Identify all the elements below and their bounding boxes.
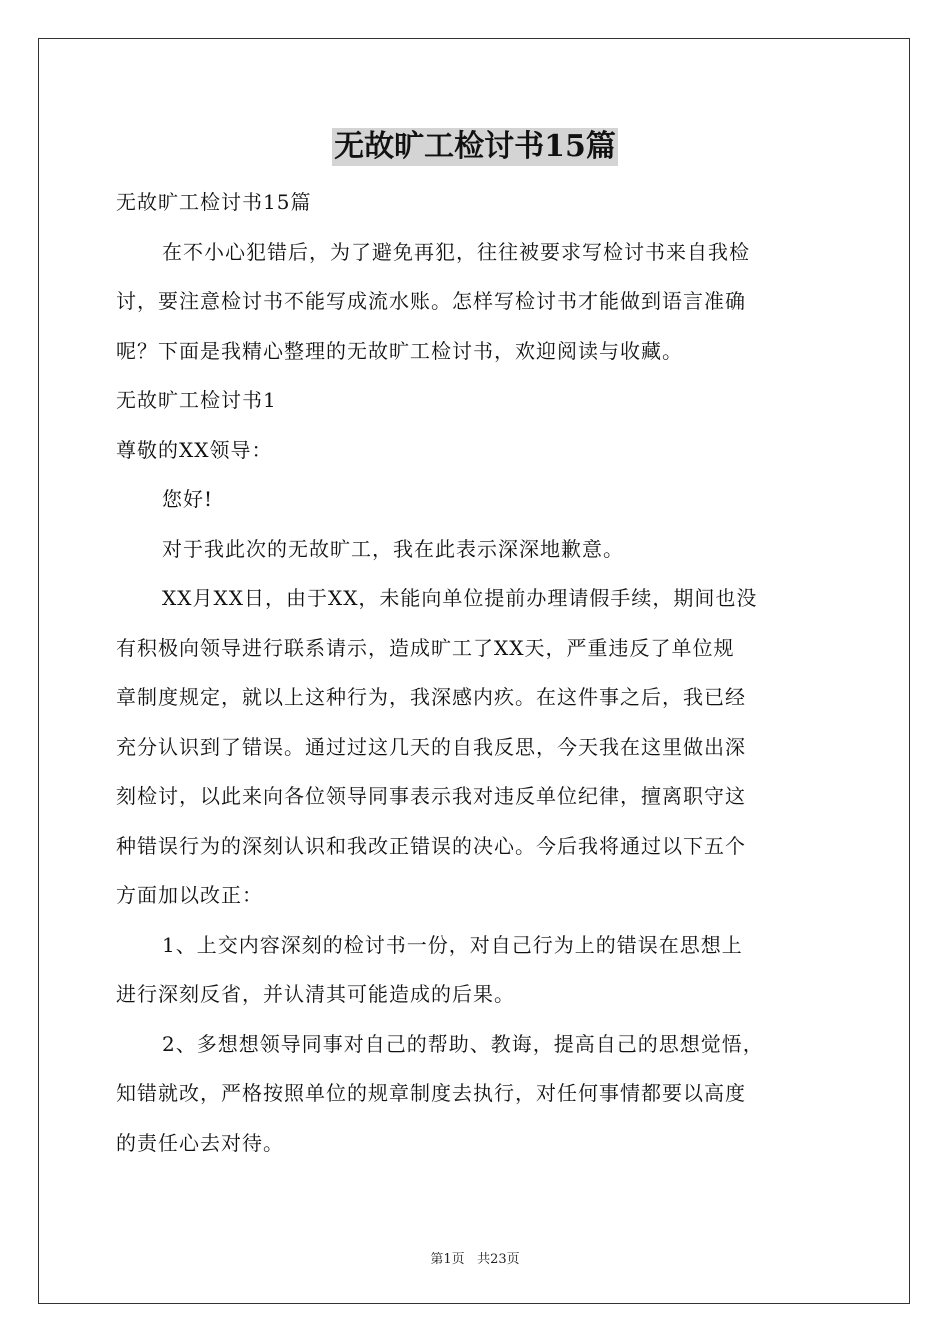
body-line-6: 种错误行为的深刻认识和我改正错误的决心。今后我将通过以下五个 (116, 833, 746, 858)
point-2-line-3: 的责任心去对待。 (116, 1130, 284, 1155)
intro-line-1: 在不小心犯错后，为了避免再犯，往往被要求写检讨书来自我检 (162, 239, 750, 264)
body-line-1: XX月XX日，由于XX，未能向单位提前办理请假手续，期间也没 (162, 586, 758, 610)
greeting: 您好! (162, 487, 214, 511)
point-2-line-2: 知错就改，严格按照单位的规章制度去执行，对任何事情都要以高度 (116, 1081, 746, 1105)
section-heading: 无故旷工检讨书1 (116, 388, 277, 412)
document-body (116, 178, 836, 1168)
salutation: 尊敬的XX领导： (116, 437, 273, 462)
intro-line-2: 讨，要注意检讨书不能写成流水账。怎样写检讨书才能做到语言准确 (116, 289, 746, 313)
page-number: 第1页 (430, 1252, 465, 1267)
point-1-line-1: 1、上交内容深刻的检讨书一份，对自己行为上的错误在思想上 (162, 932, 743, 957)
body-line-2: 有积极向领导进行联系请示，造成旷工了XX天，严重违反了单位规 (116, 635, 735, 660)
point-1-line-2: 进行深刻反省，并认清其可能造成的后果。 (116, 982, 515, 1006)
subtitle-line: 无故旷工检讨书15篇 (116, 190, 312, 214)
document-title: 无故旷工检讨书15篇 (334, 129, 616, 164)
page-footer (0, 1248, 950, 1267)
body-line-7: 方面加以改正： (116, 883, 263, 907)
point-2-line-1: 2、多想想领导同事对自己的帮助、教诲，提高自己的思想觉悟， (162, 1031, 764, 1056)
intro-line-3: 呢？下面是我精心整理的无故旷工检讨书，欢迎阅读与收藏。 (116, 338, 683, 363)
body-line-4: 充分认识到了错误。通过过这几天的自我反思，今天我在这里做出深 (116, 734, 746, 759)
apology-line: 对于我此次的无故旷工，我在此表示深深地歉意。 (162, 536, 624, 561)
title-wrap (0, 128, 950, 166)
page-total: 共23页 (477, 1252, 520, 1267)
body-line-5: 刻检讨，以此来向各位领导同事表示我对违反单位纪律，擅离职守这 (116, 784, 746, 808)
body-line-3: 章制度规定，就以上这种行为，我深感内疚。在这件事之后，我已经 (116, 685, 746, 709)
